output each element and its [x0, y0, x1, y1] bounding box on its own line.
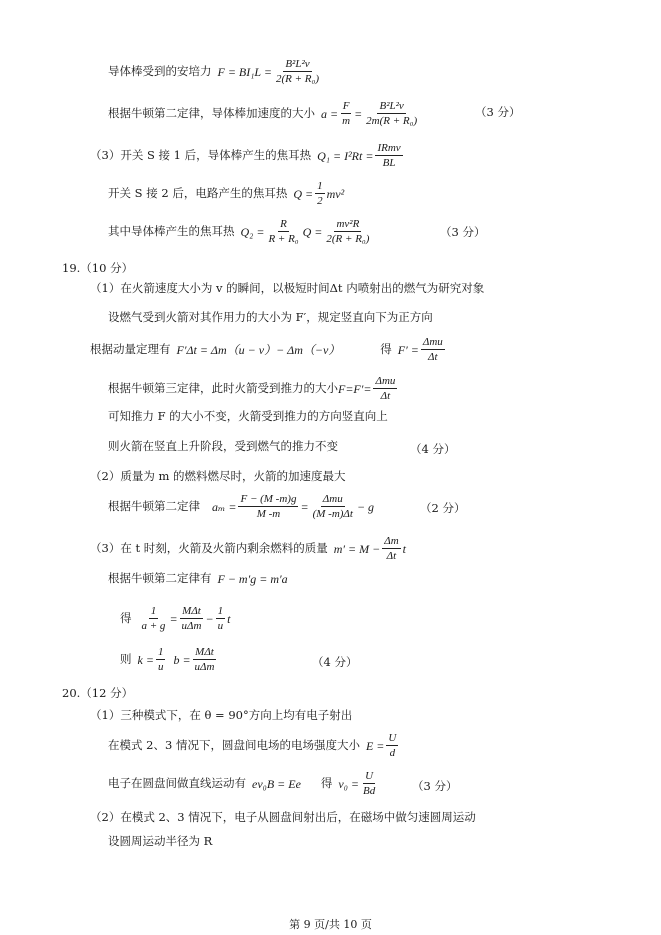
eq-third-law: 根据牛顿第三定律，此时火箭受到推力的大小 F=F′= $\frac{\text{Δmu}}{\Delta t}$ — [108, 375, 396, 403]
line-text: 根据牛顿第二定律，导体棒加速度的大小 — [108, 105, 315, 120]
score: （3 分） — [440, 225, 486, 239]
fraction: $\frac{\text{MΔt}}{\text{uΔm}}$ — [194, 646, 215, 674]
text-line: （2）在模式 2、3 情况下，电子从圆盘间射出后，在磁场中做匀速圆周运动 — [90, 810, 476, 824]
fraction: $\frac{R}{\text{R + R₀}}$ — [268, 218, 299, 246]
line-text: 开关 S 接 2 后，电路产生的焦耳热 — [108, 185, 288, 200]
eq-rod-heat: 其中导体棒产生的焦耳热 Q₂ = $\frac{R}{\text{R + R₀}}$ Q = $\frac{\text{mv²R}}{\text{2(R + R₀)}}$ — [108, 218, 370, 246]
eq-momentum-theorem: 根据动量定理有 F′Δt = Δm（u − v）− Δm（−v） 得 F′ = $\frac{\text{Δmu}}{\Delta t}$ — [90, 336, 443, 364]
text-line: 则火箭在竖直上升阶段，受到燃气的推力不变 — [108, 439, 338, 453]
score: （4 分） — [410, 442, 456, 456]
line-text: 其中导体棒产生的焦耳热 — [108, 223, 235, 238]
text-line: （1）在火箭速度大小为 v 的瞬间，以极短时间Δt 内喷射出的燃气为研究对象 — [90, 281, 485, 295]
eq-electron-velocity: 电子在圆盘间做直线运动有 ev₀B = Ee 得 v₀ = $\frac{U}{Bd}$ — [108, 770, 376, 798]
score: （4 分） — [312, 655, 358, 669]
page-footer: 第 9 页/共 10 页 — [289, 918, 372, 931]
fraction: $\frac{\text{Δmu}}{\Delta t}$ — [422, 336, 443, 364]
text-line: （2）质量为 m 的燃料燃尽时，火箭的加速度最大 — [90, 469, 346, 483]
math-expr: F = BI₁L = — [217, 64, 272, 79]
eq-field-strength: 在模式 2、3 情况下，圆盘间电场的电场强度大小 E = $\frac{U}{d}$ — [108, 732, 397, 760]
score: （2 分） — [420, 501, 466, 515]
score: （3 分） — [412, 779, 458, 793]
fraction: $\frac{1}{a + g}$ — [141, 605, 166, 633]
eq-ampere-force — [108, 58, 323, 85]
fraction: $\frac{U}{d}$ — [388, 732, 397, 760]
eq-second-law: 根据牛顿第二定律有 F − m′g = m′a — [108, 571, 288, 586]
fraction: $\frac{1}{u}$ — [157, 646, 164, 674]
eq-joule-heat-1: （3）开关 S 接 1 后，导体棒产生的焦耳热 Q₁ = I²Rt = $\frac{\text{IRmv}}{BL}$ — [90, 142, 401, 170]
text-line: 设圆周运动半径为 R — [108, 834, 213, 848]
eq-remaining-mass: （3）在 t 时刻，火箭及火箭内剩余燃料的质量 m′ = M − $\frac{\Delta m}{\Delta t}$ t — [90, 535, 406, 563]
eq-joule-heat-2: 开关 S 接 2 后，电路产生的焦耳热 Q = $\frac{1}{2}$ mv² — [108, 180, 345, 208]
eq-max-acceleration: 根据牛顿第二定律 aₘ = $\frac{F - (M -m)g}{M -m}$ = $\frac{\text{Δmu}}{(M -m)\Delta t}$ − g — [108, 493, 375, 521]
fraction: $\frac{\text{B²L²v}}{\text{2(R + R₀)}}$ — [275, 58, 319, 86]
fraction: $\frac{1}{u}$ — [217, 605, 224, 633]
fraction: $\frac{\text{Δmu}}{\Delta t}$ — [375, 375, 396, 403]
eq-acceleration: 根据牛顿第二定律，导体棒加速度的大小 a = $\frac{F}{m}$ = $\frac{\text{B²L²v}}{\text{2m(R + R₀)}}$ — [108, 100, 418, 128]
fraction: $\frac{\text{IRmv}}{BL}$ — [377, 142, 401, 170]
fraction: $\frac{U}{Bd}$ — [363, 770, 376, 798]
fraction: $\frac{1}{2}$ — [317, 180, 323, 208]
text-line: 可知推力 F 的大小不变，火箭受到推力的方向竖直向上 — [108, 409, 388, 423]
score: （3 分） — [475, 105, 521, 119]
eq-reciprocal: 得 $\frac{1}{a + g}$ = $\frac{\text{MΔt}}{\text{uΔm}}$ − $\frac{1}{u}$ t — [120, 605, 231, 633]
text-line: 设燃气受到火箭对其作用力的大小为 F′，规定竖直向下为正方向 — [108, 310, 433, 324]
fraction: $\frac{\text{MΔt}}{\text{uΔm}}$ — [181, 605, 202, 633]
line-text: 导体棒受到的安培力 — [108, 63, 212, 78]
fraction: $\frac{\text{Δmu}}{(M -m)\Delta t}$ — [312, 493, 353, 521]
eq-k-b: 则 k = $\frac{1}{u}$ b = $\frac{\text{MΔt}}{\text{uΔm}}$ — [120, 646, 215, 674]
fraction: $\frac{\text{mv²R}}{\text{2(R + R₀)}}$ — [326, 218, 370, 246]
question-19-header: 19.（10 分） — [62, 261, 134, 275]
line-text: （3）开关 S 接 1 后，导体棒产生的焦耳热 — [90, 147, 312, 162]
fraction: $\frac{\text{B²L²v}}{\text{2m(R + R₀)}}$ — [366, 100, 418, 128]
fraction: $\frac{F - (M -m)g}{M -m}$ — [240, 493, 297, 521]
fraction: $\frac{F}{m}$ — [342, 100, 351, 128]
fraction: $\frac{\Delta m}{\Delta t}$ — [384, 535, 399, 563]
question-20-header: 20.（12 分） — [62, 686, 134, 700]
text-line: （1）三种模式下，在 θ = 90°方向上均有电子射出 — [90, 708, 353, 722]
